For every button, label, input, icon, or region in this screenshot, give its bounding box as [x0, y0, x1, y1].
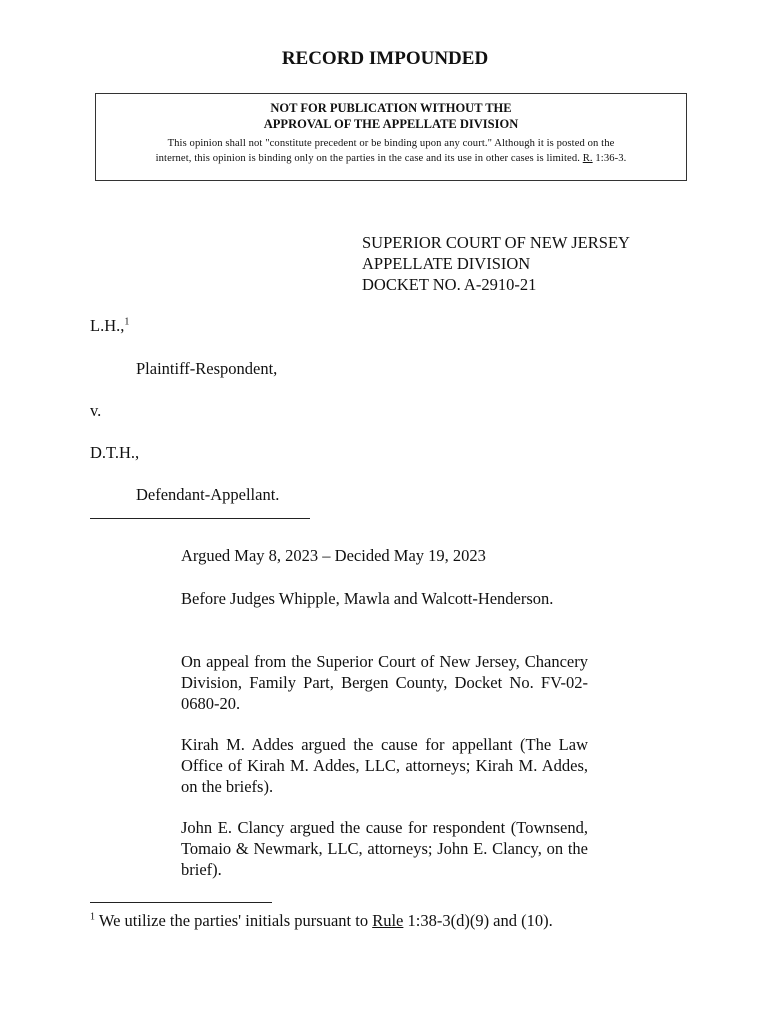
- caption-divider: [90, 518, 310, 519]
- footnote-mark: 1: [90, 911, 95, 923]
- footnote-text: We utilize the parties' initials pursuant to: [98, 911, 369, 930]
- docket-number: DOCKET NO. A-2910-21: [362, 275, 537, 294]
- plaintiff-initials: L.H.,: [90, 316, 125, 335]
- defendant-role: Defendant-Appellant.: [136, 485, 280, 504]
- appellant-counsel: Kirah M. Addes argued the cause for appellant (The Law Office of Kirah M. Addes, LLC, attorneys; Kirah M. Addes, on the briefs).: [181, 735, 588, 796]
- argued-decided-dates: Argued May 8, 2023 – Decided May 19, 2023: [181, 546, 486, 565]
- document-title: RECORD IMPOUNDED: [281, 48, 489, 69]
- rule-reference: R.: [582, 153, 593, 164]
- footnote-rule-number: 1:38-3(d)(9) and (10).: [407, 911, 553, 930]
- notice-heading-line1: NOT FOR PUBLICATION WITHOUT THE: [270, 101, 512, 115]
- notice-heading-line2: APPROVAL OF THE APPELLATE DIVISION: [263, 117, 519, 131]
- publication-notice-box: [95, 93, 687, 181]
- footnote-reference: 1: [124, 316, 130, 328]
- judges-panel: Before Judges Whipple, Mawla and Walcott-Henderson.: [181, 589, 554, 608]
- respondent-counsel: John E. Clancy argued the cause for respondent (Townsend, Tomaio & Newmark, LLC, attorneys; John E. Clancy, on the brief).: [181, 818, 588, 879]
- footnote-separator: [90, 902, 272, 903]
- footnote: [90, 911, 553, 931]
- plaintiff-name: [90, 316, 129, 336]
- versus: v.: [90, 401, 102, 420]
- court-division: APPELLATE DIVISION: [362, 254, 531, 273]
- notice-body-line1: This opinion shall not "constitute precedent or be binding upon any court." Although it is posted on the: [167, 138, 615, 149]
- court-name: SUPERIOR COURT OF NEW JERSEY: [362, 233, 630, 252]
- plaintiff-role: Plaintiff-Respondent,: [136, 359, 278, 378]
- notice-body-text: internet, this opinion is binding only on the parties in the case and its use in other cases is limited.: [155, 153, 580, 164]
- footnote-rule-link: Rule: [372, 911, 404, 930]
- defendant-name: D.T.H.,: [90, 443, 140, 462]
- notice-body-line2: [96, 153, 686, 164]
- rule-number: 1:36-3.: [595, 153, 627, 164]
- appeal-origin: On appeal from the Superior Court of New Jersey, Chancery Division, Family Part, Bergen County, Docket No. FV-02-0680-20.: [181, 652, 588, 713]
